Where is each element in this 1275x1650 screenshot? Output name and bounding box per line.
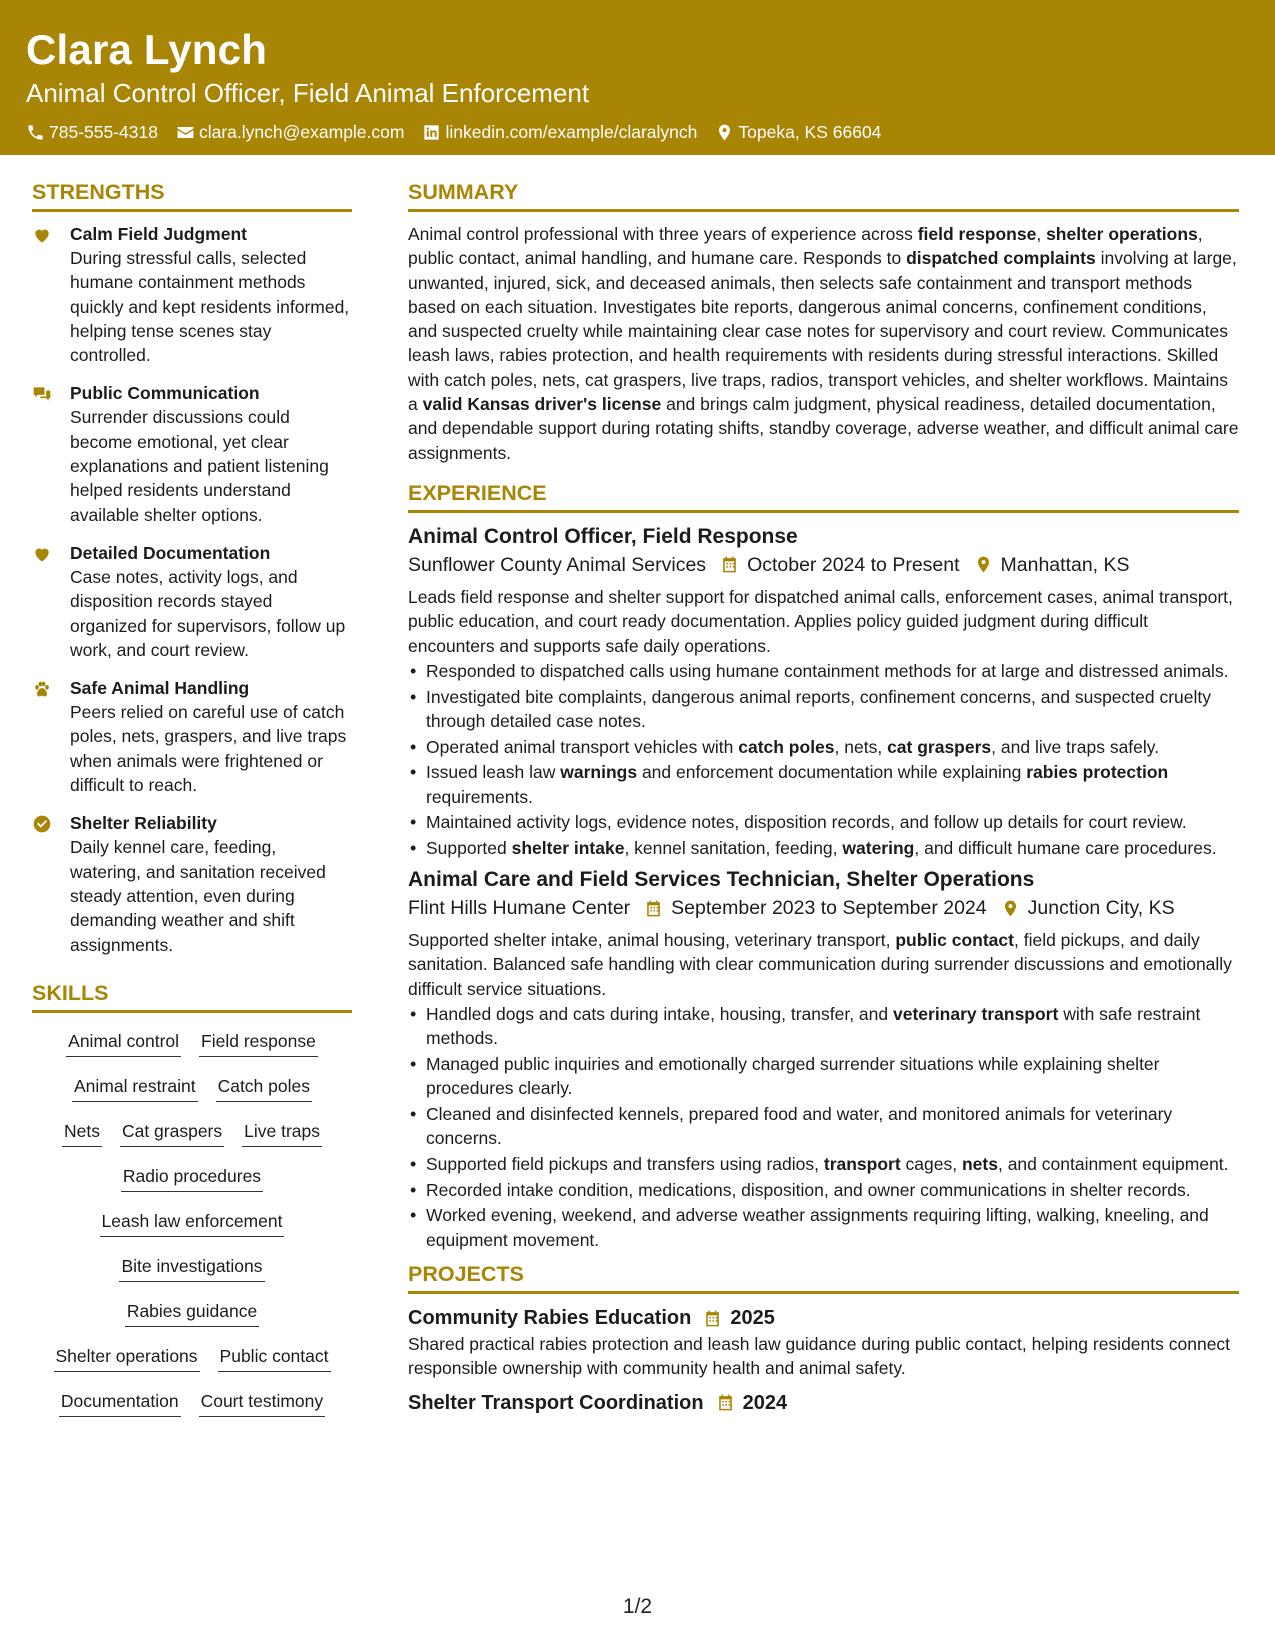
job-dates bbox=[720, 551, 959, 579]
strength-item bbox=[32, 222, 352, 367]
experience-entry bbox=[408, 523, 1239, 860]
left-column bbox=[32, 178, 352, 1428]
job-dates-text: October 2024 to Present bbox=[747, 553, 960, 576]
project-year: 2024 bbox=[742, 1391, 788, 1414]
job-bullet: • Recorded intake condition, medications, disposition, and owner communications in shelter records. bbox=[408, 1178, 1239, 1202]
project-entry bbox=[408, 1389, 1239, 1417]
skill-tag: Bite investigations bbox=[119, 1254, 264, 1282]
strength-item bbox=[32, 541, 352, 662]
job-bullet: • Supported shelter intake, kennel sanitation, feeding, watering, and difficult humane care procedures. bbox=[408, 836, 1239, 860]
skill-tag: Animal control bbox=[66, 1029, 181, 1057]
skill-tag: Cat graspers bbox=[120, 1119, 224, 1147]
job-bullet: • Cleaned and disinfected kennels, prepared food and water, and monitored animals for veterinary concerns. bbox=[408, 1102, 1239, 1151]
contact-row bbox=[26, 120, 1249, 144]
envelope-icon bbox=[176, 123, 195, 142]
contact-email-text: clara.lynch@example.com bbox=[198, 122, 405, 142]
heart-icon bbox=[32, 544, 52, 564]
job-location-text: Junction City, KS bbox=[1027, 897, 1175, 920]
job-bullet: • Investigated bite complaints, dangerous animal reports, confinement concerns, and suspected cruelty through detailed case notes. bbox=[408, 685, 1239, 734]
heart-icon bbox=[32, 225, 52, 245]
project-title: Community Rabies Education bbox=[408, 1307, 692, 1329]
page-number: 1/2 bbox=[622, 1595, 653, 1618]
job-bullet: • Issued leash law warnings and enforcement documentation while explaining rabies protection requirements. bbox=[408, 760, 1239, 809]
chat-bubbles-icon bbox=[32, 384, 52, 404]
job-location bbox=[1001, 894, 1175, 922]
skill-tag: Animal restraint bbox=[72, 1074, 198, 1102]
skill-tag: Court testimony bbox=[199, 1389, 326, 1417]
calendar-icon bbox=[703, 1309, 722, 1328]
skills-heading: SKILLS bbox=[32, 979, 352, 1013]
job-dates bbox=[644, 894, 986, 922]
skill-tag: Field response bbox=[199, 1029, 318, 1057]
experience-entry bbox=[408, 866, 1239, 1252]
strength-title: Detailed Documentation bbox=[70, 542, 271, 563]
job-location bbox=[974, 551, 1130, 579]
calendar-icon bbox=[720, 555, 739, 574]
strength-title: Shelter Reliability bbox=[70, 813, 217, 834]
job-bullets bbox=[408, 1002, 1239, 1252]
summary-heading: SUMMARY bbox=[408, 178, 1239, 212]
skill-tag: Leash law enforcement bbox=[100, 1209, 285, 1237]
contact-linkedin-text: linkedin.com/example/claralynch bbox=[445, 122, 698, 142]
skill-tag: Catch poles bbox=[216, 1074, 312, 1102]
right-column bbox=[408, 178, 1239, 1417]
map-pin-icon bbox=[1001, 899, 1020, 918]
contact-location-text: Topeka, KS 66604 bbox=[738, 122, 882, 142]
skill-tag: Rabies guidance bbox=[125, 1299, 259, 1327]
project-year: 2025 bbox=[730, 1307, 775, 1329]
job-bullet: • Supported field pickups and transfers using radios, transport cages, nets, and containment equipment. bbox=[408, 1152, 1239, 1176]
project-entry bbox=[408, 1304, 1239, 1381]
resume-header bbox=[0, 0, 1275, 155]
strength-title: Safe Animal Handling bbox=[70, 678, 250, 699]
calendar-icon bbox=[716, 1393, 735, 1412]
calendar-icon bbox=[644, 899, 663, 918]
job-org: Sunflower County Animal Services bbox=[408, 553, 707, 576]
skill-tag: Nets bbox=[62, 1119, 102, 1147]
job-meta bbox=[408, 894, 1239, 922]
contact-phone[interactable] bbox=[26, 120, 158, 144]
contact-location bbox=[715, 120, 881, 144]
skill-tag: Live traps bbox=[242, 1119, 322, 1147]
job-description: Supported shelter intake, animal housing, veterinary transport, public contact, field pickups, and daily sanitation. Balanced safe handling with clear communication during surrender discussions and emotionally difficult service situations. bbox=[408, 930, 1232, 999]
experience-heading: EXPERIENCE bbox=[408, 479, 1239, 513]
job-meta bbox=[408, 551, 1239, 579]
project-title-row bbox=[408, 1389, 1239, 1417]
project-title: Shelter Transport Coordination bbox=[408, 1391, 704, 1414]
strength-item bbox=[32, 381, 352, 526]
strength-title: Public Communication bbox=[70, 383, 260, 404]
job-bullets bbox=[408, 659, 1239, 860]
strength-desc: Case notes, activity logs, and disposition records stayed organized for supervisors, follow up work, and court review. bbox=[70, 566, 346, 660]
contact-linkedin[interactable] bbox=[422, 120, 697, 144]
strength-title: Calm Field Judgment bbox=[70, 224, 247, 244]
job-title: Animal Control Officer, Field Response bbox=[408, 524, 798, 548]
project-description: Shared practical rabies protection and leash law guidance during public contact, helping residents connect responsible ownership with community health and animal safety. bbox=[408, 1334, 1231, 1379]
strengths-heading: STRENGTHS bbox=[32, 178, 352, 212]
job-bullet: • Handled dogs and cats during intake, housing, transfer, and veterinary transport with safe restraint methods. bbox=[408, 1002, 1239, 1051]
skills-list bbox=[32, 1023, 352, 1428]
skill-tag: Shelter operations bbox=[54, 1344, 200, 1372]
summary-text: Animal control professional with three years of experience across field response, shelter operations, public contact, animal handling, and humane care. Responds to dispatched complaints involving at large, unwanted, injured, sick, and deceased animals, then selects safe containment and transport methods based on each situation. Investigates bite reports, dangerous animal concerns, confinement conditions, and suspected cruelty while maintaining clear case notes for supervisory and court review. Communicates leash laws, rabies protection, and health requirements with residents during stressful interactions. Skilled with catch poles, nets, cat graspers, live traps, radios, transport vehicles, and shelter workflows. Maintains a valid Kansas driver's license and brings calm judgment, physical readiness, detailed documentation, and dependable support during rotating shifts, standby coverage, adverse weather, and difficult animal care assignments. bbox=[408, 224, 1239, 463]
job-bullet: • Operated animal transport vehicles with catch poles, nets, cat graspers, and live traps safely. bbox=[408, 735, 1239, 759]
job-bullet: • Managed public inquiries and emotionally charged surrender situations while explaining shelter procedures clearly. bbox=[408, 1052, 1239, 1101]
paw-icon bbox=[32, 679, 52, 699]
project-title-row bbox=[408, 1304, 1239, 1332]
skill-tag: Public contact bbox=[218, 1344, 331, 1372]
map-pin-icon bbox=[715, 123, 734, 142]
strength-item bbox=[32, 811, 352, 956]
strength-desc: During stressful calls, selected humane containment methods quickly and kept residents informed, helping tense scenes stay controlled. bbox=[70, 248, 350, 366]
contact-email[interactable] bbox=[176, 120, 404, 144]
candidate-name: Clara Lynch bbox=[26, 26, 268, 73]
projects-heading: PROJECTS bbox=[408, 1260, 1239, 1294]
job-dates-text: September 2023 to September 2024 bbox=[671, 897, 987, 920]
candidate-title: Animal Control Officer, Field Animal Enforcement bbox=[26, 78, 590, 108]
strength-desc: Surrender discussions could become emotional, yet clear explanations and patient listening helped residents understand available shelter options. bbox=[70, 407, 329, 525]
check-circle-icon bbox=[32, 814, 52, 834]
job-bullet: • Worked evening, weekend, and adverse weather assignments requiring lifting, walking, kneeling, and equipment movement. bbox=[408, 1203, 1239, 1252]
job-bullet: • Responded to dispatched calls using humane containment methods for at large and distressed animals. bbox=[408, 659, 1239, 683]
linkedin-icon bbox=[422, 123, 441, 142]
job-location-text: Manhattan, KS bbox=[1000, 553, 1130, 576]
skill-tag: Radio procedures bbox=[121, 1164, 263, 1192]
job-description: Leads field response and shelter support for dispatched animal calls, enforcement cases, animal transport, public education, and court ready documentation. Applies policy guided judgment during difficult encounters and supports safe daily operations. bbox=[408, 586, 1233, 656]
strength-desc: Daily kennel care, feeding, watering, and sanitation received steady attention, even during demanding weather and shift assignments. bbox=[70, 837, 326, 955]
job-title: Animal Care and Field Services Technician, Shelter Operations bbox=[408, 868, 1035, 892]
map-pin-icon bbox=[974, 555, 993, 574]
skill-tag: Documentation bbox=[59, 1389, 181, 1417]
job-bullet: • Maintained activity logs, evidence notes, disposition records, and follow up details for court review. bbox=[408, 810, 1239, 834]
strength-item bbox=[32, 676, 352, 797]
contact-phone-text: 785-555-4318 bbox=[49, 122, 158, 142]
job-org: Flint Hills Humane Center bbox=[408, 897, 631, 920]
phone-icon bbox=[26, 123, 45, 142]
strength-desc: Peers relied on careful use of catch poles, nets, graspers, and live traps when animals were frightened or difficult to reach. bbox=[70, 702, 347, 796]
